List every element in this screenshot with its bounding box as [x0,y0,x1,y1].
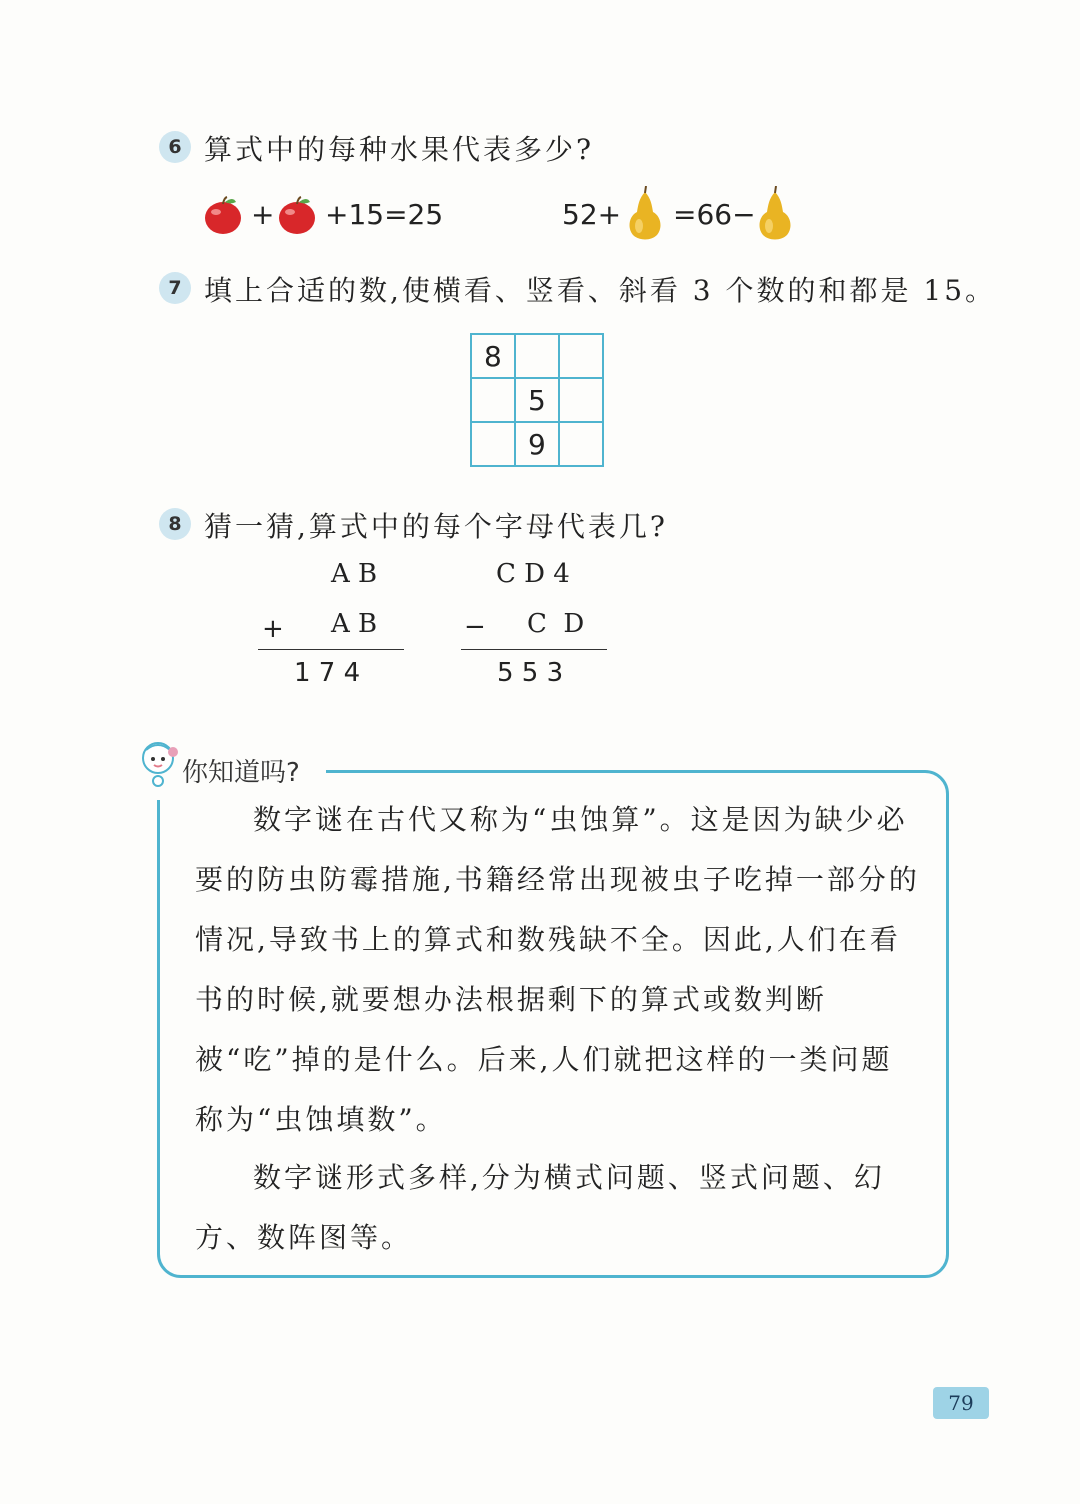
grid-cell[interactable]: 5 [515,378,559,422]
grid-cell[interactable] [559,422,603,466]
equation-1-plus: + [251,198,275,231]
apple-icon [277,196,317,236]
question-8-text: 猜一猜,算式中的每个字母代表几? [204,510,668,543]
grid-cell[interactable] [559,378,603,422]
info-title: 你知道吗? [182,758,300,788]
pear-icon [755,186,795,242]
question-7-text: 填上合适的数,使横看、竖看、斜看 3 个数的和都是 15。 [204,274,997,307]
addition-row-1: A B [331,559,378,589]
equation-2-left: 52+ [562,198,622,231]
magic-square-grid [470,333,604,467]
grid-cell[interactable] [559,334,603,378]
grid-cell[interactable] [471,378,515,422]
page-number: 79 [933,1387,989,1419]
grid-cell[interactable]: 8 [471,334,515,378]
subtraction-result: 5 5 3 [497,658,564,688]
grid-cell[interactable]: 9 [515,422,559,466]
mascot-icon [136,738,182,788]
subtraction-operator: − [464,612,486,642]
subtraction-row-2: C D [527,609,585,639]
subtraction-line [461,649,607,650]
equation-2-mid: =66− [673,198,756,231]
question-number-8: 8 [159,508,191,540]
question-6-text: 算式中的每种水果代表多少? [204,133,595,166]
info-paragraph-2: 数字谜形式多样,分为横式问题、竖式问题、幻方、数阵图等。 [195,1161,885,1254]
addition-line [258,649,404,650]
grid-cell[interactable] [471,422,515,466]
apple-icon [203,196,243,236]
equation-1-rest: +15=25 [325,198,444,231]
addition-row-2: A B [331,609,378,639]
pear-icon [625,186,665,242]
addition-operator: + [262,614,284,644]
question-number-7: 7 [159,272,191,304]
question-number-6: 6 [159,131,191,163]
addition-result: 1 7 4 [294,658,361,688]
subtraction-row-1: C D 4 [496,559,570,589]
grid-cell[interactable] [515,334,559,378]
info-paragraph-1: 数字谜在古代又称为“虫蚀算”。这是因为缺少必要的防虫防霉措施,书籍经常出现被虫子吃掉一部分的情况,导致书上的算式和数残缺不全。因此,人们在看书的时候,就要想办法根据剩下的算式或数判断被“吃”掉的是什么。后来,人们就把这样的一类问题称为“虫蚀填数”。 [195,803,920,1136]
